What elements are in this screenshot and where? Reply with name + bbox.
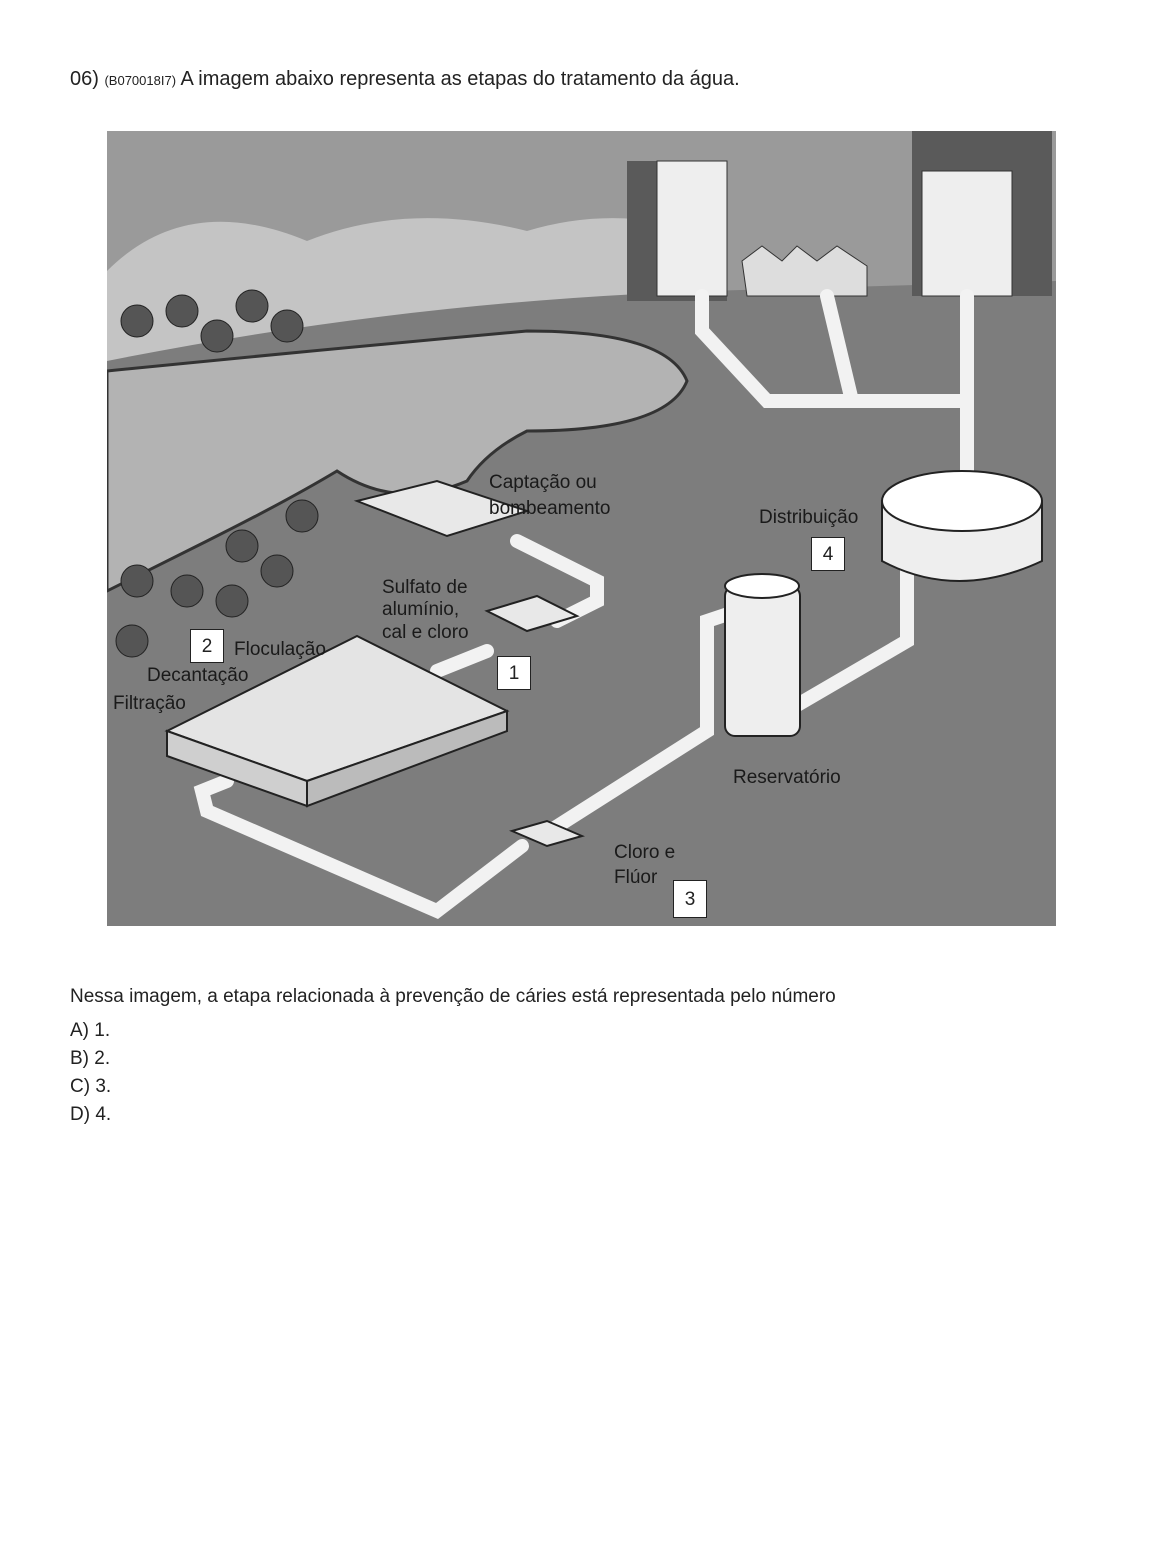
water-treatment-illustration — [107, 131, 1056, 926]
label-distribuicao: Distribuição — [759, 507, 859, 528]
label-sulfato-line3: cal e cloro — [382, 622, 469, 643]
label-reservatorio: Reservatório — [733, 767, 841, 788]
label-sulfato-line1: Sulfato de — [382, 577, 468, 598]
label-floculacao: Floculação — [234, 639, 326, 660]
step-number-3: 3 — [673, 880, 707, 918]
label-cloro-line2: Flúor — [614, 867, 658, 888]
label-captacao-line1: Captação ou — [489, 472, 597, 493]
illustration-drawing — [107, 131, 1056, 926]
question-header — [70, 68, 740, 91]
label-cloro-line1: Cloro e — [614, 842, 676, 863]
step-number-2: 2 — [190, 629, 224, 663]
option-d[interactable]: D) 4. — [70, 1104, 112, 1125]
option-c[interactable]: C) 3. — [70, 1076, 112, 1097]
option-b[interactable]: B) 2. — [70, 1048, 111, 1069]
step-number-1: 1 — [497, 656, 531, 690]
question-intro: A imagem abaixo representa as etapas do tratamento da água. — [180, 68, 740, 90]
question-number: 06) — [70, 68, 99, 90]
option-a[interactable]: A) 1. — [70, 1020, 111, 1041]
step-number-4: 4 — [811, 537, 845, 571]
label-decantacao: Decantação — [147, 665, 249, 686]
label-sulfato-line2: alumínio, — [382, 599, 460, 620]
label-captacao-line2: bombeamento — [489, 498, 611, 519]
question-stem: Nessa imagem, a etapa relacionada à prevenção de cáries está representada pelo número — [70, 986, 836, 1007]
question-code: (B070018I7) — [104, 73, 177, 88]
label-filtracao: Filtração — [113, 693, 186, 714]
